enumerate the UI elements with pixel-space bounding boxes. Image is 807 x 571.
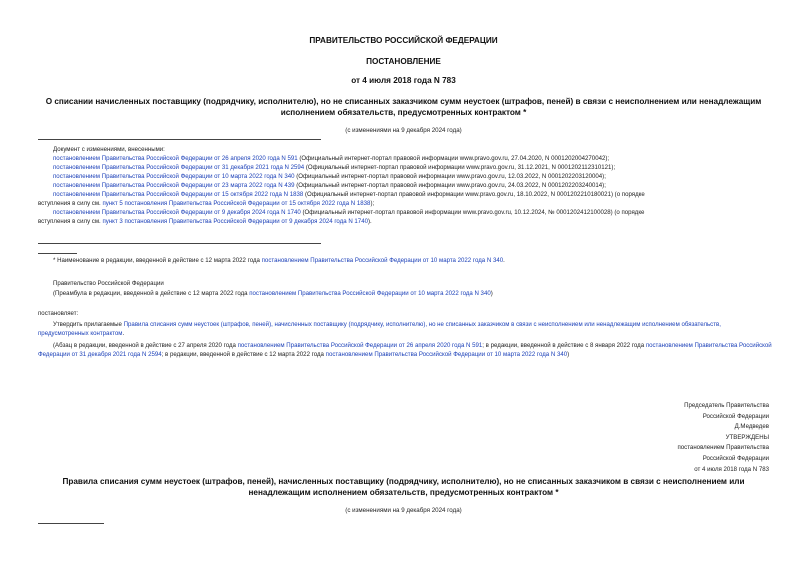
approve-text: Утвердить прилагаемые bbox=[53, 321, 124, 328]
approval-line: УТВЕРЖДЕНЫ bbox=[725, 433, 769, 441]
signature-line: Российской Федерации bbox=[702, 412, 769, 420]
amendment-source: (Официальный интернет-портал правовой информации www.pravo.gov.ru, 10.12.2024, № 0001202412100028) (о порядке bbox=[300, 209, 645, 216]
amendment-source: (Официальный интернет-портал правовой информации www.pravo.gov.ru, 27.04.2020, N 0001202004270042); bbox=[297, 155, 610, 162]
amendment-source: (Официальный интернет-портал правовой информации www.pravo.gov.ru, 18.10.2022, N 0001202210180021) (о порядке bbox=[303, 191, 645, 198]
edition-link[interactable]: постановлением Правительства Российской Федерации от 10 марта 2022 года N 340 bbox=[325, 351, 568, 358]
approve-paragraph bbox=[38, 320, 773, 338]
edition-note: (с изменениями на 9 декабря 2024 года) bbox=[345, 127, 462, 134]
government-heading: ПРАВИТЕЛЬСТВО РОССИЙСКОЙ ФЕДЕРАЦИИ bbox=[309, 36, 498, 45]
preamble-note bbox=[38, 289, 788, 298]
edition-text: ) bbox=[567, 351, 570, 358]
resolves-word: постановляет: bbox=[38, 310, 79, 317]
paragraph-edition-note bbox=[38, 341, 773, 359]
edition-text: (Абзац в редакции, введенной в действие с 27 апреля 2020 года bbox=[53, 342, 238, 349]
footnote-link[interactable]: постановлением Правительства Российской Федерации от 10 марта 2022 года N 340 bbox=[261, 257, 504, 264]
edition-link[interactable]: постановлением Правительства Российской Федерации от 26 апреля 2020 года N 591 bbox=[237, 342, 483, 349]
amendment-link[interactable]: постановлением Правительства Российской Федерации от 10 марта 2022 года N 340 bbox=[53, 173, 295, 180]
bottom-divider bbox=[38, 523, 104, 524]
continuation-text: ). bbox=[367, 218, 372, 225]
signature-block bbox=[569, 401, 769, 475]
amendment-source: (Официальный интернет-портал правовой информации www.pravo.gov.ru, 24.03.2022, N 0001202203240014); bbox=[294, 182, 606, 189]
rules-title: Правила списания сумм неустоек (штрафов, пеней), начисленных поставщику (подрядчику, исполнителю), но не списанных заказчиком в связи с неисполнением или ненадлежащим исполнением обязательств, предусмотренных контрактом * bbox=[62, 477, 745, 497]
list-item bbox=[38, 208, 773, 217]
preamble-note-text: ) bbox=[490, 290, 493, 297]
approval-line: Российской Федерации bbox=[702, 454, 769, 462]
top-divider bbox=[38, 139, 321, 140]
amendment-source: (Официальный интернет-портал правовой информации www.pravo.gov.ru, 31.12.2021, N 0001202112310121); bbox=[304, 164, 616, 171]
changes-divider bbox=[38, 243, 321, 244]
rules-link[interactable]: Правила списания сумм неустоек (штрафов, пеней), начисленных поставщику (подрядчику, исполнителю), но не списанных заказчиком в связи с неисполнением или ненадлежащим исполнением обязательств, предусмотренных контрактом bbox=[38, 321, 721, 337]
preamble-note-link[interactable]: постановлением Правительства Российской Федерации от 10 марта 2022 года N 340 bbox=[249, 290, 491, 297]
amendment-link[interactable]: постановлением Правительства Российской Федерации от 31 декабря 2021 года N 2594 bbox=[53, 164, 305, 171]
footnote bbox=[38, 256, 788, 265]
edition-text: ; в редакции, введенной в действие с 12 марта 2022 года bbox=[161, 351, 326, 358]
preamble-note-text: (Преамбула в редакции, введенной в действие с 12 марта 2022 года bbox=[53, 290, 250, 297]
list-item bbox=[38, 172, 773, 181]
approval-line: от 4 июля 2018 года N 783 bbox=[694, 465, 769, 473]
amendment-link[interactable]: постановлением Правительства Российской Федерации от 15 октября 2022 года N 1838 bbox=[53, 191, 304, 198]
list-item-continuation bbox=[38, 199, 773, 208]
list-item bbox=[38, 190, 773, 199]
doc-type-heading: ПОСТАНОВЛЕНИЕ bbox=[366, 57, 441, 66]
signature-line: Председатель Правительства bbox=[684, 402, 769, 409]
amendment-link[interactable]: постановлением Правительства Российской Федерации от 9 декабря 2024 года N 1740 bbox=[53, 209, 301, 216]
changes-list bbox=[38, 145, 773, 226]
list-item bbox=[38, 181, 773, 190]
edition-link[interactable]: постановлением Правительства Российской Федерации от 31 декабря 2021 года N 2594 bbox=[38, 342, 772, 358]
entry-into-force-link[interactable]: пункт 5 постановления Правительства Российской Федерации от 15 октября 2022 года N 1838 bbox=[102, 200, 371, 207]
list-item bbox=[38, 154, 773, 163]
footnote-text: . bbox=[503, 257, 505, 264]
entry-into-force-link[interactable]: пункт 3 постановления Правительства Российской Федерации от 9 декабря 2024 года N 1740 bbox=[102, 218, 368, 225]
continuation-text: вступления в силу см. bbox=[38, 200, 103, 207]
amendment-link[interactable]: постановлением Правительства Российской Федерации от 26 апреля 2020 года N 591 bbox=[53, 155, 298, 162]
continuation-text: вступления в силу см. bbox=[38, 218, 103, 225]
signature-line: Д.Медведев bbox=[734, 423, 769, 431]
edition-text: ; в редакции, введенной в действие с 8 января 2022 года bbox=[482, 342, 646, 349]
list-item-continuation bbox=[38, 217, 773, 226]
doc-title: О списании начисленных поставщику (подрядчику, исполнителю), но не списанных заказчиком сумм неустоек (штрафов, пеней) в связи с неисполнением или ненадлежащим исполнением обязательств, предусмотренных контрактом * bbox=[45, 97, 762, 117]
changes-intro: Документ с изменениями, внесенными: bbox=[53, 146, 165, 153]
approve-text: . bbox=[122, 330, 125, 337]
list-item bbox=[38, 163, 773, 172]
amendment-link[interactable]: постановлением Правительства Российской Федерации от 23 марта 2022 года N 439 bbox=[53, 182, 295, 189]
approval-line: постановлением Правительства bbox=[677, 444, 769, 452]
footnote-text: * Наименование в редакции, введенной в действие с 12 марта 2022 года bbox=[53, 257, 262, 264]
amendment-source: (Официальный интернет-портал правовой информации www.pravo.gov.ru, 12.03.2022, N 0001202203120004); bbox=[294, 173, 606, 180]
footnote-divider bbox=[38, 253, 77, 254]
doc-date-number: от 4 июля 2018 года N 783 bbox=[351, 76, 456, 85]
preamble-line: Правительство Российской Федерации bbox=[53, 280, 164, 287]
rules-edition-note: (с изменениями на 9 декабря 2024 года) bbox=[345, 507, 462, 514]
continuation-text: ); bbox=[370, 200, 375, 207]
